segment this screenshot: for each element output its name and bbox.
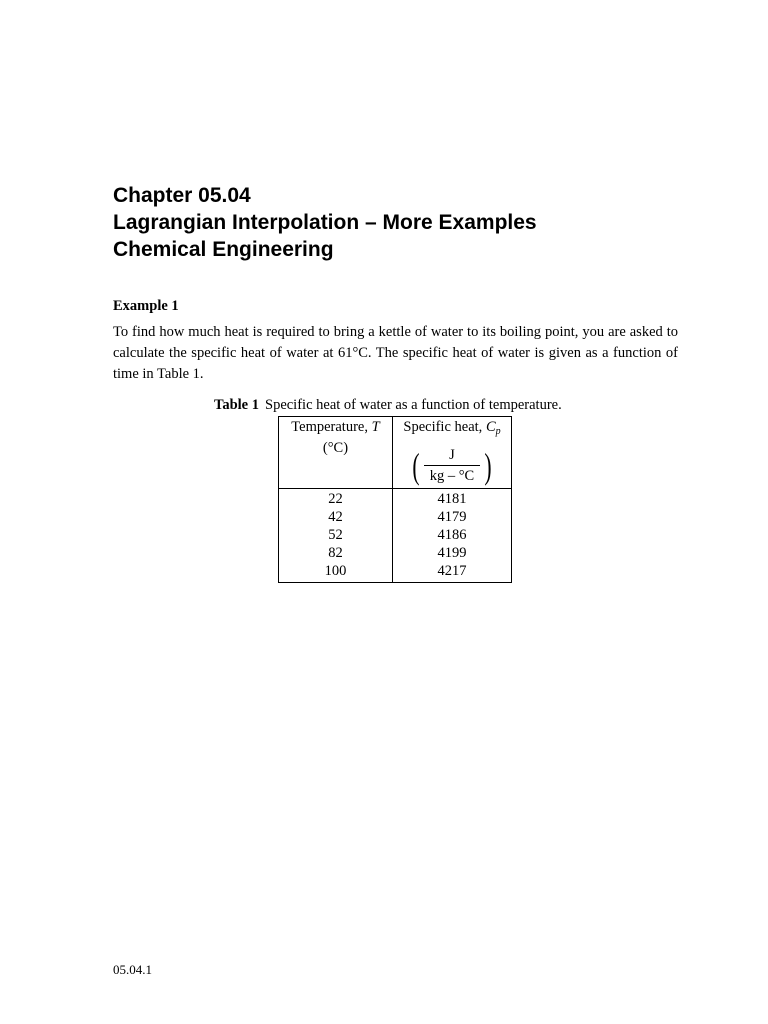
chapter-field: Chemical Engineering (113, 238, 334, 261)
specific-heat-value: 4186 (437, 527, 467, 543)
temperature-header (279, 417, 393, 489)
specific-heat-values (393, 489, 512, 583)
table-caption-label: Table 1 (214, 397, 259, 413)
temperature-values (279, 489, 393, 583)
specific-heat-value: 4179 (437, 509, 467, 525)
chapter-topic: Lagrangian Interpolation – More Examples (113, 211, 537, 234)
example-heading: Example 1 (113, 298, 179, 314)
specific-heat-unit (410, 446, 494, 486)
example-paragraph: To find how much heat is required to bring a kettle of water to its boiling point, you are asked to calculate the specific heat of water at 61°C. The specific heat of water is given as a function of time in Table 1. (113, 324, 678, 382)
specific-heat-value: 4181 (437, 491, 467, 507)
table-caption-text: Specific heat of water as a function of temperature. (265, 397, 562, 413)
unit-numerator: J (424, 447, 480, 466)
specific-heat-table (278, 416, 512, 583)
specific-heat-value: 4217 (437, 563, 467, 579)
page-number: 05.04.1 (113, 962, 152, 977)
temperature-unit: (°C) (322, 440, 349, 456)
specific-heat-subscript: p (495, 426, 501, 437)
temperature-value: 100 (324, 563, 347, 579)
temperature-header-label: Temperature, (291, 419, 372, 435)
left-paren: ( (412, 446, 420, 486)
temperature-value: 42 (328, 509, 343, 525)
table-header-row (279, 417, 512, 489)
temperature-value: 52 (328, 527, 343, 543)
specific-heat-value: 4199 (437, 545, 467, 561)
unit-denominator: kg – °C (429, 468, 475, 484)
specific-heat-symbol: C (485, 419, 496, 435)
chapter-title (113, 182, 537, 263)
temperature-value: 22 (328, 491, 343, 507)
table-caption (214, 397, 562, 414)
specific-heat-header (393, 417, 512, 489)
specific-heat-header-label: Specific heat, (403, 419, 486, 435)
temperature-symbol: T (371, 419, 380, 435)
chapter-number: Chapter 05.04 (113, 184, 251, 207)
temperature-value: 82 (328, 545, 343, 561)
right-paren: ) (484, 446, 492, 486)
table-body-row (279, 489, 512, 583)
unit-fraction (422, 447, 482, 485)
